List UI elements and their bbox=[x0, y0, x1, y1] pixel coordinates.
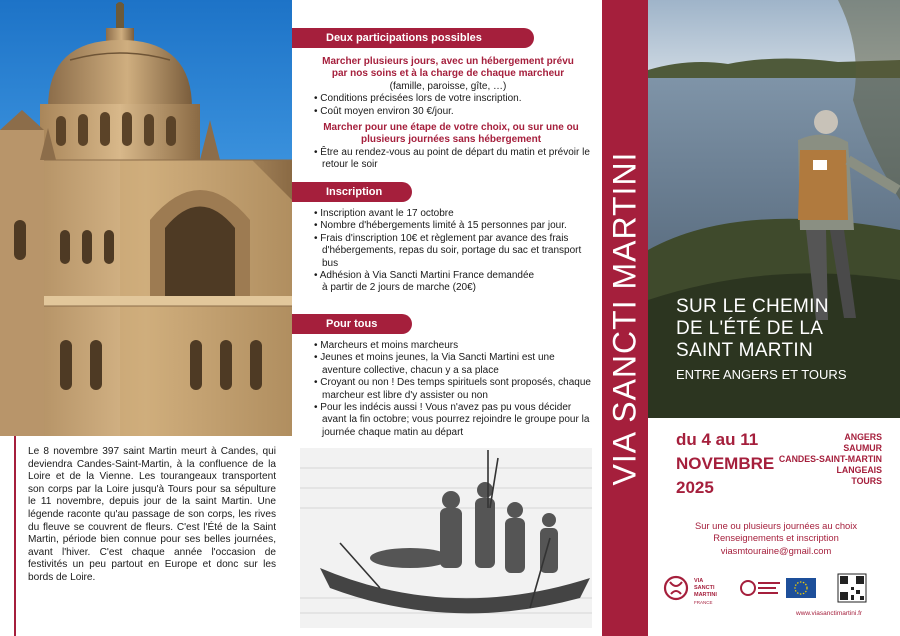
main-title-line: SAINT MARTIN bbox=[676, 340, 813, 361]
participations-heading: Deux participations possibles bbox=[292, 28, 534, 48]
band-title-text: VIA SANCTI MARTINI bbox=[606, 151, 643, 485]
logo-text-line: MARTINI bbox=[694, 592, 717, 598]
basilica-photo bbox=[0, 0, 292, 436]
city: CANDES-SAINT-MARTIN bbox=[778, 454, 882, 464]
option1-item: • Conditions précisées lors de votre inscription. bbox=[314, 93, 594, 105]
band-title bbox=[602, 0, 648, 636]
option2-item: • Être au rendez-vous au point de départ du matin et prévoir le retour le soir bbox=[314, 147, 594, 172]
pourtous-item: • Jeunes et moins jeunes, la Via Sancti Martini est une aventure collective, chacun y a sa place bbox=[314, 352, 594, 377]
inscription-item: • Frais d'inscription 10€ et règlement par avance des frais d'hébergements, repas du soir, portage du sac et transport bus bbox=[314, 233, 594, 270]
city: LANGEAIS bbox=[836, 465, 882, 475]
logos-row bbox=[662, 570, 892, 610]
main-subtitle: ENTRE ANGERS ET TOURS bbox=[676, 367, 847, 382]
inscription-item: à partir de 2 jours de marche (20€) bbox=[322, 282, 476, 294]
logo-text-line: VIA bbox=[694, 578, 704, 584]
pourtous-item: • Croyant ou non ! Des temps spirituels sont proposés, chaque marcheur est libre d'y assister ou non bbox=[314, 377, 594, 402]
main-title-line: DE L'ÉTÉ DE LA bbox=[676, 318, 824, 339]
inscription-section bbox=[314, 208, 594, 295]
logo-text-line: SANCTI bbox=[694, 585, 715, 591]
city: TOURS bbox=[851, 476, 882, 486]
main-title-block bbox=[676, 296, 896, 384]
info-block bbox=[660, 520, 892, 557]
date-line: NOVEMBRE bbox=[676, 454, 775, 473]
date-line: du 4 au 11 bbox=[676, 430, 759, 449]
contact-email[interactable]: viasmtouraine@gmail.com bbox=[720, 544, 832, 556]
pourtous-section bbox=[314, 340, 594, 439]
date-line: 2025 bbox=[676, 478, 714, 497]
qr-code-icon[interactable] bbox=[838, 574, 866, 602]
inscription-heading: Inscription bbox=[292, 182, 412, 202]
pourtous-heading: Pour tous bbox=[292, 314, 412, 334]
via-sancti-martini-logo-icon bbox=[665, 577, 687, 599]
middle-column bbox=[292, 0, 602, 636]
cultural-route-logo-icon bbox=[741, 581, 780, 595]
inscription-item: • Adhésion à Via Sancti Martini France demandée bbox=[314, 270, 594, 282]
option1-suffix: (famille, paroisse, gîte, …) bbox=[389, 80, 507, 92]
inscription-item: • Inscription avant le 17 octobre bbox=[314, 208, 594, 220]
engraving-illustration bbox=[300, 448, 592, 628]
option1 bbox=[314, 56, 594, 93]
history-paragraph: Le 8 novembre 397 saint Martin meurt à Candes, qui deviendra Candes-Saint-Martin, à la confluence de la Loire et de la Vienne. Les tourangeaux transportent son corps par la Loire jusqu'à Tours pour sa sépulture le 11 novembre, depuis jour de la saint Martin. Une légende raconte qu'au passage de son corps, les rives du fleuve se couvrent de fleurs. C'est l'Été de la Saint Martin, période bien connue pour ses belles journées, avant l'hiver. C'est chaque année l'occasion de festivités un peu partout en Europe et donc sur les bords de Loire. bbox=[28, 446, 276, 583]
info-line: Sur une ou plusieurs journées au choix bbox=[694, 520, 858, 531]
history-text bbox=[0, 436, 292, 636]
participations-section bbox=[314, 56, 594, 172]
option1-item: • Coût moyen environ 30 €/jour. bbox=[314, 106, 594, 118]
city: ANGERS bbox=[844, 432, 882, 442]
pourtous-item: • Marcheurs et moins marcheurs bbox=[314, 340, 594, 352]
option1-title: Marcher plusieurs jours, avec un hébergement prévu par nos soins et à la charge de chaque marcheur bbox=[322, 56, 574, 80]
cities-list bbox=[772, 432, 882, 487]
council-of-europe-logo-icon bbox=[786, 578, 816, 598]
option2-title: Marcher pour une étape de votre choix, ou sur une ou plusieurs journées sans hébergement bbox=[323, 122, 579, 146]
city: SAUMUR bbox=[843, 443, 882, 453]
event-dates bbox=[676, 428, 774, 500]
pourtous-item: • Pour les indécis aussi ! Vous n'avez pas pu vous décider avant la fin octobre; vous pourrez rejoindre le groupe pour la journée chaque matin au départ bbox=[314, 402, 594, 439]
info-line: Renseignements et inscription bbox=[713, 532, 839, 544]
logo-text-line: FRANCE bbox=[694, 600, 713, 605]
website-link[interactable]: www.viasanctimartini.fr bbox=[796, 610, 863, 617]
inscription-item: • Nombre d'hébergements limité à 15 personnes par jour. bbox=[314, 220, 594, 232]
main-title-line: SUR LE CHEMIN bbox=[676, 296, 829, 317]
